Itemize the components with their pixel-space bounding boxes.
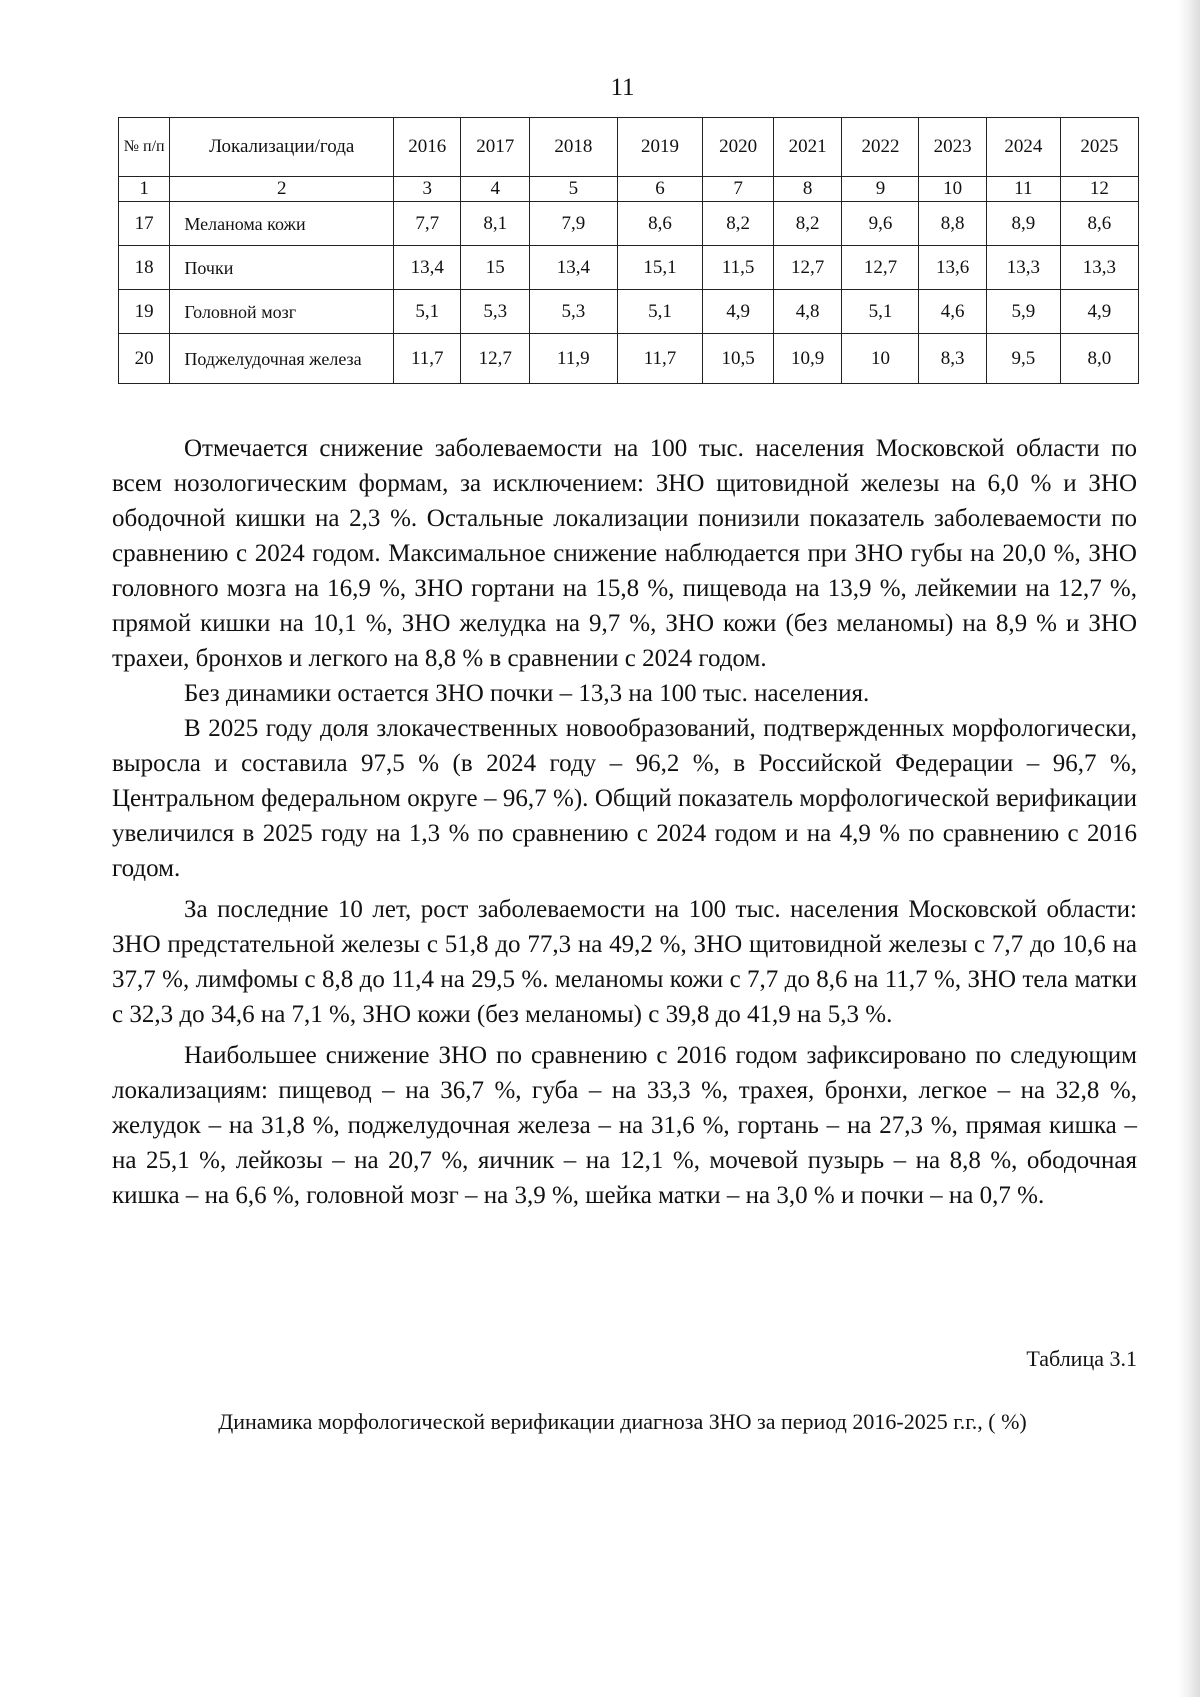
table-cell: 9,5 xyxy=(986,334,1060,384)
column-number: 2 xyxy=(170,177,394,202)
header-year: 2025 xyxy=(1060,118,1138,177)
header-year: 2018 xyxy=(529,118,617,177)
table-cell: 8,9 xyxy=(986,202,1060,246)
paragraph: За последние 10 лет, рост заболеваемости на 100 тыс. населения Московской области: ЗНО предстательной железы с 51,8 до 77,3 на 49,2 %, ЗНО щитовидной железы с 7,7 до 10,6 на 37,7 %, лимфомы с 8,8 до 11,4 на 29,5 %. меланомы кожи с 7,7 до 8,6 на 11,7 %, ЗНО тела матки с 32,3 до 34,6 на 7,1 %, ЗНО кожи (без меланомы) с 39,8 до 41,9 на 5,3 %. xyxy=(112,896,1137,1028)
paragraph: Наибольшее снижение ЗНО по сравнению с 2016 годом зафиксировано по следующим локализациям: пищевод – на 36,7 %, губа – на 33,3 %, трахея, бронхи, легкое – на 32,8 %, желудок – на 31,8 %, поджелудочная железа – на 31,6 %, гортань – на 27,3 %, прямая кишка – на 25,1 %, лейкозы – на 20,7 %, яичник – на 12,1 %, мочевой пузырь – на 8,8 %, ободочная кишка – на 6,6 %, головной мозг – на 3,9 %, шейка матки – на 3,0 % и почки – на 0,7 %. xyxy=(112,1042,1137,1209)
table-cell: 10,5 xyxy=(703,334,774,384)
table-cell: 8,2 xyxy=(773,202,841,246)
row-name: Почки xyxy=(170,246,394,290)
table-cell: 4,8 xyxy=(773,290,841,334)
table-cell: 10 xyxy=(842,334,919,384)
column-number: 11 xyxy=(986,177,1060,202)
table-cell: 12,7 xyxy=(773,246,841,290)
column-number: 7 xyxy=(703,177,774,202)
table-cell: 11,7 xyxy=(617,334,703,384)
table-cell: 4,9 xyxy=(1060,290,1138,334)
table-cell: 15 xyxy=(461,246,529,290)
row-number: 19 xyxy=(119,290,170,334)
incidence-table xyxy=(118,117,1139,384)
column-number: 12 xyxy=(1060,177,1138,202)
table-cell: 9,6 xyxy=(842,202,919,246)
header-year: 2019 xyxy=(617,118,703,177)
paragraph: Без динамики остается ЗНО почки – 13,3 на 100 тыс. населения. xyxy=(184,680,870,707)
header-num: № п/п xyxy=(119,118,170,177)
table-cell: 4,6 xyxy=(919,290,986,334)
table-cell: 8,1 xyxy=(461,202,529,246)
table-cell: 5,9 xyxy=(986,290,1060,334)
table-cell: 11,5 xyxy=(703,246,774,290)
row-name: Головной мозг xyxy=(170,290,394,334)
header-year: 2021 xyxy=(773,118,841,177)
table-row xyxy=(119,202,1139,246)
table-cell: 13,3 xyxy=(986,246,1060,290)
page-number: 11 xyxy=(610,74,635,101)
table-cell: 8,6 xyxy=(617,202,703,246)
column-number: 1 xyxy=(119,177,170,202)
table-cell: 5,3 xyxy=(461,290,529,334)
table-cell: 13,4 xyxy=(529,246,617,290)
column-number: 5 xyxy=(529,177,617,202)
row-number: 18 xyxy=(119,246,170,290)
table-cell: 5,1 xyxy=(394,290,461,334)
column-number: 10 xyxy=(919,177,986,202)
row-name: Меланома кожи xyxy=(170,202,394,246)
header-year: 2016 xyxy=(394,118,461,177)
header-year: 2020 xyxy=(703,118,774,177)
table-cell: 8,6 xyxy=(1060,202,1138,246)
table-cell: 11,7 xyxy=(394,334,461,384)
header-year: 2017 xyxy=(461,118,529,177)
table-cell: 11,9 xyxy=(529,334,617,384)
table-cell: 15,1 xyxy=(617,246,703,290)
table-cell: 5,1 xyxy=(842,290,919,334)
column-number: 3 xyxy=(394,177,461,202)
table-cell: 8,8 xyxy=(919,202,986,246)
paragraph: Отмечается снижение заболеваемости на 100 тыс. населения Московской области по всем нозологическим формам, за исключением: ЗНО щитовидной железы на 6,0 % и ЗНО ободочной кишки на 2,3 %. Остальные локализации понизили показатель заболеваемости по сравнению с 2024 годом. Максимальное снижение наблюдается при ЗНО губы на 20,0 %, ЗНО головного мозга на 16,9 %, ЗНО гортани на 15,8 %, пищевода на 13,9 %, лейкемии на 12,7 %, прямой кишки на 10,1 %, ЗНО желудка на 9,7 %, ЗНО кожи (без меланомы) на 8,9 % и ЗНО трахеи, бронхов и легкого на 8,8 % в сравнении с 2024 годом. xyxy=(112,435,1137,672)
header-year: 2024 xyxy=(986,118,1060,177)
column-number: 9 xyxy=(842,177,919,202)
row-number: 17 xyxy=(119,202,170,246)
column-number: 4 xyxy=(461,177,529,202)
table-row xyxy=(119,290,1139,334)
table-cell: 13,3 xyxy=(1060,246,1138,290)
table-caption: Таблица 3.1 xyxy=(1026,1346,1137,1371)
header-name: Локализации/года xyxy=(170,118,394,177)
row-name: Поджелудочная железа xyxy=(170,334,394,384)
table-cell: 8,0 xyxy=(1060,334,1138,384)
table-cell: 5,3 xyxy=(529,290,617,334)
column-number: 8 xyxy=(773,177,841,202)
table-cell: 8,3 xyxy=(919,334,986,384)
table-cell: 4,9 xyxy=(703,290,774,334)
table-cell: 12,7 xyxy=(461,334,529,384)
table-header-row xyxy=(119,118,1139,177)
table-cell: 10,9 xyxy=(773,334,841,384)
table-cell: 7,7 xyxy=(394,202,461,246)
table-cell: 5,1 xyxy=(617,290,703,334)
column-number: 6 xyxy=(617,177,703,202)
header-year: 2022 xyxy=(842,118,919,177)
table-row xyxy=(119,334,1139,384)
table-cell: 7,9 xyxy=(529,202,617,246)
table-cell: 13,6 xyxy=(919,246,986,290)
table-cell: 13,4 xyxy=(394,246,461,290)
table-cell: 12,7 xyxy=(842,246,919,290)
body-text xyxy=(112,431,1137,1213)
row-number: 20 xyxy=(119,334,170,384)
table-row xyxy=(119,246,1139,290)
header-year: 2023 xyxy=(919,118,986,177)
column-numbers-row xyxy=(119,177,1139,202)
scan-edge xyxy=(1178,0,1200,1697)
table-cell: 8,2 xyxy=(703,202,774,246)
table-title: Динамика морфологической верификации диагноза ЗНО за период 2016-2025 г.г., ( %) xyxy=(218,1409,1027,1434)
paragraph: В 2025 году доля злокачественных новообразований, подтвержденных морфологически, выросла и составила 97,5 % (в 2024 году – 96,2 %, в Российской Федерации – 96,7 %, Центральном федеральном округе – 96,7 %). Общий показатель морфологической верификации увеличился в 2025 году на 1,3 % по сравнению с 2024 годом и на 4,9 % по сравнению с 2016 годом. xyxy=(112,715,1137,882)
